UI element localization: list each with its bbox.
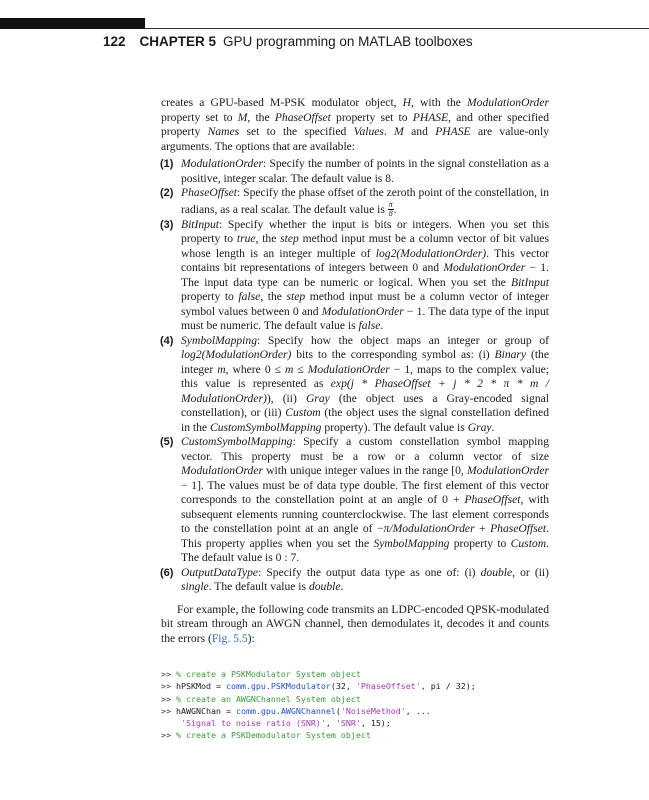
figure-link[interactable]: Fig. 5.5: [211, 631, 248, 645]
option-number: (4): [160, 334, 174, 347]
option-number: (1): [160, 158, 174, 170]
option-item: (6) OutputDataType: Specify the output data type as one of: (i) double, or (ii) single. The default value is double.: [160, 565, 549, 593]
options-list: [161, 157, 549, 595]
option-term: CustomSymbolMapping: [181, 435, 293, 448]
option-number: (5): [160, 436, 174, 448]
option-number: (6): [160, 566, 174, 579]
example-paragraph: For example, the following code transmits an LDPC-encoded QPSK-modulated bit stream through an AWGN channel, then demodulates it, decodes it and counts the errors (Fig. 5.5):: [161, 602, 549, 645]
option-term: PhaseOffset: [181, 186, 238, 199]
header-rule: [145, 28, 649, 29]
code-line: >> % create a PSKModulator System object: [161, 669, 361, 680]
code-line: 'Signal to noise ratio (SNR)', 'SNR', 15);: [180, 718, 391, 729]
option-number: (3): [160, 218, 174, 231]
code-line: >> hPSKMod = comm.gpu.PSKModulator(32, 'PhaseOffset', pi / 32);: [161, 681, 476, 692]
code-line: >> hAWGNChan = comm.gpu.AWGNChannel('NoiseMethod', ...: [161, 705, 431, 716]
page-number: 122: [103, 34, 126, 49]
code-block: [161, 656, 621, 754]
chapter-title: GPU programming on MATLAB toolboxes: [223, 34, 473, 49]
option-term: OutputDataType: [181, 565, 259, 579]
body-text: [161, 96, 549, 646]
option-item: (5) CustomSymbolMapping: Specify a custom constellation symbol mapping vector. This property must be a row or a column vector of size ModulationOrder with unique integer values in the range [0, ModulationOrder − 1]. The values must be of data type double. The first element of this vector corresponds to the constellation point at an angle of 0 + PhaseOffset, with subsequent elements running counterclockwise. The last element corresponds to the constellation point at an angle of −π/ModulationOrder + PhaseOffset. This property applies when you set the SymbolMapping property to Custom. The default value is 0 : 7.: [160, 435, 549, 564]
code-line: >> % create an AWGNChannel System object: [161, 693, 361, 704]
option-term: SymbolMapping: [181, 333, 257, 347]
option-item: (1) ModulationOrder: Specify the number of points in the signal constellation as a positive, integer scalar. The default value is 8.: [160, 157, 549, 185]
chapter-label: CHAPTER 5: [139, 34, 217, 49]
code-line: >> % create a PSKDemodulator System object: [161, 730, 371, 741]
option-item: (4) SymbolMapping: Specify how the object maps an integer or group of log2(ModulationOrder) bits to the corresponding symbol as: (i) Binary (the integer m, where 0 ≤ m ≤ ModulationOrder − 1, maps to the complex value; this value is represented as exp(j * PhaseOffset + j * 2 * π * m / ModulationOrder)), (ii) Gray (the object uses a Gray-encoded signal constellation), or (iii) Custom (the object uses the signal constellation defined in the CustomSymbolMapping property). The default value is Gray.: [160, 333, 550, 434]
header-bar: [0, 18, 145, 29]
pi-over-8-fraction: $\frac{\pi}{8}$: [388, 199, 393, 218]
running-head: [103, 34, 473, 49]
option-item: (3) BitInput: Specify whether the input is bits or integers. When you set this property to true, the step method input must be a column vector of bit values whose length is an integer multiple of log2(ModulationOrder). This vector contains bit representations of integers between 0 and ModulationOrder − 1. The input data type can be numeric or logical. When you set the BitInput property to false, the step method input must be a column vector of integer symbol values between 0 and ModulationOrder − 1. The data type of the input must be numeric. The default value is false.: [160, 217, 550, 332]
option-item: (2) PhaseOffset: Specify the phase offset of the zeroth point of the constellation, in radians, as a real scalar. The default value is $\frac{\pi}{8}$ .: [160, 186, 549, 218]
intro-paragraph: creates a GPU-based M-PSK modulator object, H, with the ModulationOrder property set to M, the PhaseOffset property set to PHASE, and other specified property Names set to the specified Values. M and PHASE are value-only arguments. The options that are available:: [161, 96, 549, 153]
option-term: BitInput: [181, 217, 219, 231]
option-term: ModulationOrder: [181, 157, 264, 170]
option-number: (2): [160, 187, 174, 199]
